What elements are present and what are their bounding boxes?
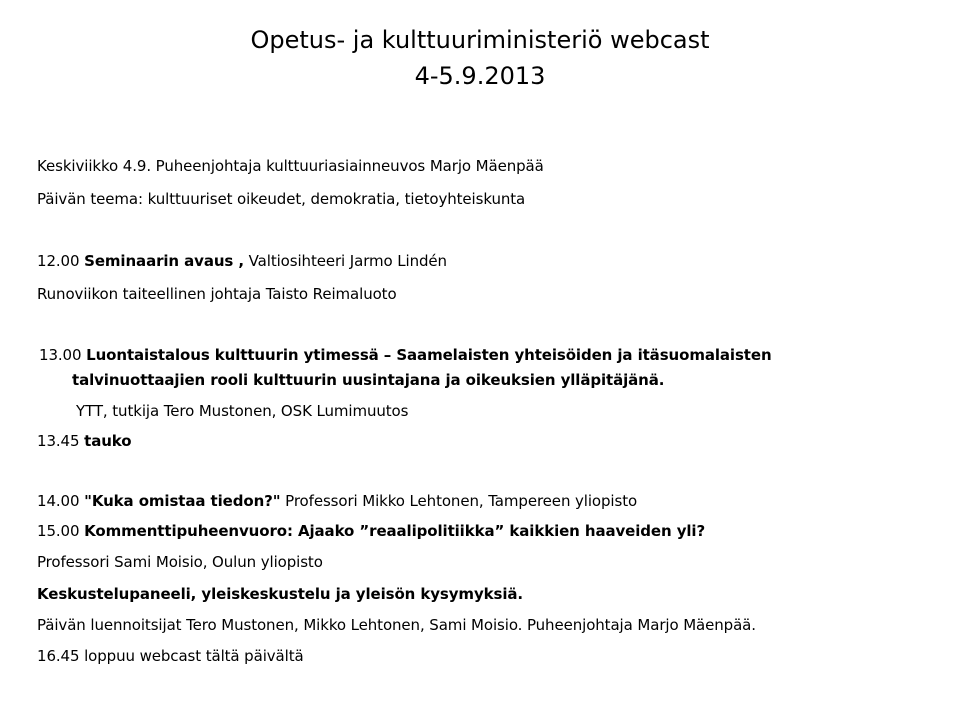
program-time: 13.00 (39, 346, 87, 364)
program-title: Kommenttipuheenvuoro: Ajaako ”reaalipolitiikka” kaikkien haaveiden yli? (84, 522, 706, 540)
day-theme-line: Päivän teema: kulttuuriset oikeudet, demokratia, tietoyhteiskunta (37, 190, 526, 208)
program-item-lecture1 (39, 345, 772, 365)
program-item-lecture1-speaker: YTT, tutkija Tero Mustonen, OSK Lumimuutos (76, 402, 409, 420)
program-item-panel: Keskustelupaneeli, yleiskeskustelu ja yleisön kysymyksiä. (37, 585, 523, 603)
program-speaker: Professori Mikko Lehtonen, Tampereen yliopisto (280, 492, 638, 510)
program-time: 12.00 (37, 252, 85, 270)
program-item-opening (37, 251, 447, 271)
program-item-comment-speaker: Professori Sami Moisio, Oulun yliopisto (37, 553, 323, 571)
program-title: Seminaarin avaus , (84, 252, 244, 270)
day-chair-line: Keskiviikko 4.9. Puheenjohtaja kulttuuriasiainneuvos Marjo Mäenpää (37, 157, 544, 175)
program-time: 13.45 (37, 432, 85, 450)
slide-title: Opetus- ja kulttuuriministeriö webcast (250, 26, 710, 54)
slide-subtitle-date: 4-5.9.2013 (414, 62, 546, 90)
program-item-lecture2 (37, 491, 637, 511)
program-title: tauko (84, 432, 132, 450)
program-time: 14.00 (37, 492, 85, 510)
program-item-break (37, 431, 131, 451)
program-item-opening-speaker: Runoviikon taiteellinen johtaja Taisto Reimaluoto (37, 285, 397, 303)
program-time: 15.00 (37, 522, 85, 540)
program-item-end: 16.45 loppuu webcast tältä päivältä (37, 647, 304, 665)
program-item-panel-lecturers: Päivän luennoitsijat Tero Mustonen, Mikko Lehtonen, Sami Moisio. Puheenjohtaja Marjo Mäenpää. (37, 616, 756, 634)
program-speaker: Valtiosihteeri Jarmo Lindén (244, 252, 447, 270)
program-item-lecture1-title-cont: talvinuottaajien rooli kulttuurin uusintajana ja oikeuksien ylläpitäjänä. (72, 371, 665, 389)
program-title: "Kuka omistaa tiedon?" (84, 492, 281, 510)
program-title: Luontaistalous kulttuurin ytimessä – Saamelaisten yhteisöiden ja itäsuomalaisten (86, 346, 772, 364)
program-item-comment (37, 521, 705, 541)
